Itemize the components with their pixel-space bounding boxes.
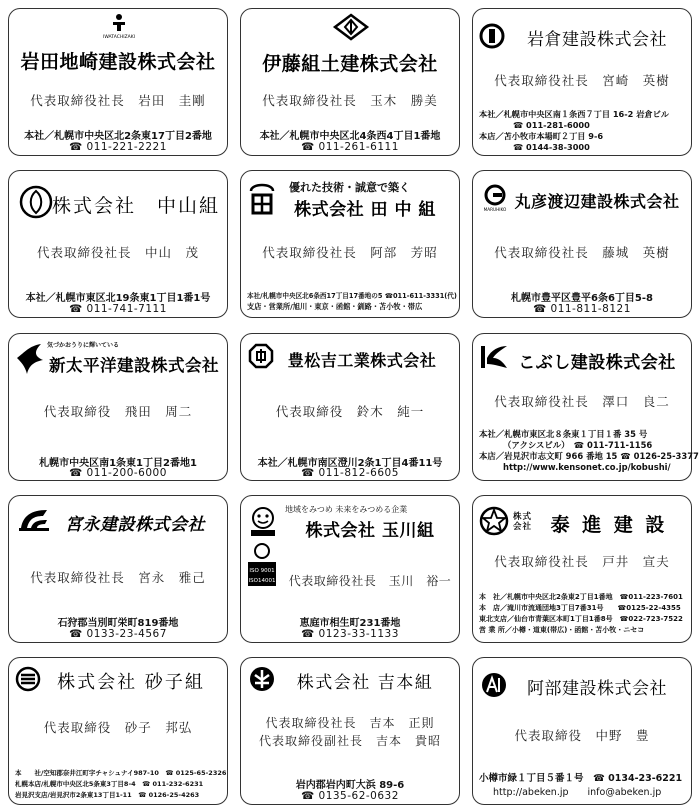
representative: 代表取締役社長 岩田 圭剛	[30, 93, 206, 108]
address: 本社／札幌市東区北19条東1丁目1番1号	[25, 293, 211, 304]
phone-line: （アクシスビル） ☎ 011-711-1156	[503, 440, 653, 450]
tagline: 気づかおうりに輝いている	[47, 342, 120, 349]
address-line: 札幌本店/札幌市中央区北5条東3丁目8-4 ☎ 011-232-6231	[15, 780, 204, 788]
company-name: 豊松吉工業株式会社	[287, 351, 437, 370]
company-name: 丸彦渡辺建設株式会社	[514, 192, 680, 211]
company-name: 株式会社 砂子組	[57, 672, 205, 693]
representative: 代表取締役 飛田 周二	[43, 404, 193, 419]
company-name: こぶし建設株式会社	[518, 353, 676, 373]
address: 札幌市中央区南1条東1丁目2番地1	[39, 458, 197, 469]
company-name: 阿部建設株式会社	[527, 679, 667, 699]
representative: 代表取締役社長 戸井 宣夫	[494, 554, 670, 569]
iwata-chizaki-logo-icon	[105, 13, 133, 39]
address-line: 小樽市緑１丁目５番１号 ☎ 0134-23-6221	[479, 773, 683, 784]
branches-line: 支店・営業所/旭川・東京・函館・釧路・苫小牧・帯広	[247, 302, 423, 311]
representative: 代表取締役 鈴木 純一	[275, 404, 425, 419]
company-name: 株式会社 田 中 組	[294, 200, 436, 220]
business-card-yoshimoto	[240, 657, 460, 805]
business-card-iwakura	[472, 8, 692, 156]
address-line: 岩見沢支店/岩見沢市2条東13丁目1-11 ☎ 0126-25-4263	[15, 791, 200, 799]
tagline: 地域をみつめ 未来をみつめる企業	[285, 505, 408, 514]
representative: 代表取締役社長 中山 茂	[36, 245, 199, 260]
representative: 代表取締役社長 吉本 正則	[265, 716, 435, 730]
representative: 代表取締役社長 玉川 裕一	[288, 574, 452, 588]
address-line: 本 社/空知郡奈井江町字チャシュナイ987-10 ☎ 0125-65-2326	[15, 769, 227, 777]
representative: 代表取締役社長 澤口 良二	[494, 394, 670, 409]
business-card-nakayama	[8, 170, 228, 318]
address: 石狩郡当別町栄町819番地	[57, 618, 179, 629]
branches-line: 営 業 所／小樽・道東(帯広)・函館・苫小牧・ニセコ	[479, 626, 645, 634]
svg-text:IWATACHIZAKI: IWATACHIZAKI	[103, 35, 135, 40]
phone: ☎ 011-811-8121	[533, 303, 631, 315]
address: 恵庭市相生町231番地	[299, 618, 401, 629]
business-card-sunago	[8, 657, 228, 805]
company-name: 岩田地崎建設株式会社	[20, 51, 216, 73]
company-name: 宮永建設株式会社	[65, 515, 205, 535]
website-line: http://www.kensonet.co.jp/kobushi/	[503, 462, 671, 472]
address: 本社／札幌市南区澄川2条1丁目4番11号	[257, 458, 443, 469]
tamagawa-mascot-icon	[245, 504, 281, 538]
phone: ☎ 0123-33-1133	[301, 628, 399, 640]
representative: 代表取締役社長 玉木 勝美	[262, 93, 438, 108]
company-name: 株式会社 中山組	[51, 195, 220, 217]
business-card-kobushi	[472, 333, 699, 481]
company-name: 泰 進 建 設	[550, 514, 668, 536]
website-email-line: http://abeken.jp info@abeken.jp	[493, 787, 662, 798]
taishin-star-logo-icon	[479, 506, 509, 536]
svg-text:MARUHIKO: MARUHIKO	[483, 207, 507, 212]
phone: ☎ 0133-23-4567	[69, 628, 167, 640]
address-line: 本店／岩見沢市志文町 966 番地 15 ☎ 0126-25-3377	[479, 451, 699, 461]
address: 本社／札幌市中央区北2条東17丁目2番地	[24, 131, 212, 142]
address: 岩内郡岩内町大浜 89-6	[295, 780, 405, 791]
representative: 代表取締役社長 藤城 英樹	[494, 245, 670, 260]
address-line: 本社／札幌市中央区南１条西７丁目 16-2 岩倉ビル	[479, 109, 669, 119]
business-card-iwata-chizaki	[8, 8, 228, 156]
phone: ☎ 011-261-6111	[301, 141, 399, 153]
company-name: 株式会社 吉本組	[296, 673, 434, 693]
address-line: 本社/札幌市中央区北6条西17丁目17番地の5 ☎011-611-3331(代)	[247, 292, 457, 300]
company-name: 新太平洋建設株式会社	[49, 356, 219, 375]
address-line: 東北支店／仙台市青葉区本町1丁目1番8号 ☎022-723-7522	[479, 615, 683, 623]
business-card-shin-taiheiyo	[8, 333, 228, 481]
representative: 代表取締役 中野 豊	[514, 728, 650, 743]
address: 札幌市豊平区豊平6条6丁目5-8	[511, 293, 653, 304]
phone: ☎ 011-812-6605	[301, 467, 399, 479]
company-name: 伊藤組土建株式会社	[262, 53, 438, 75]
address-line: 本店／苫小牧市本場町２丁目 9-6	[479, 131, 604, 141]
vice-representative: 代表取締役副社長 吉本 貴昭	[258, 734, 441, 748]
phone-line: ☎ 0144-38-3000	[513, 142, 590, 152]
company-type-prefix: 株式会社	[513, 512, 533, 532]
address-line: 本社／札幌市東区北８条東１丁目１番 35 号	[479, 429, 648, 439]
business-card-toyo-matsuyoshi	[240, 333, 460, 481]
phone: ☎ 0135-62-0632	[301, 790, 399, 802]
tagline: 優れた技術・誠意で築く	[289, 181, 410, 194]
representative: 代表取締役 砂子 邦弘	[43, 720, 193, 735]
address-line: 本 店／滝川市流通団地3丁目7番31号 ☎0125-22-4355	[479, 604, 681, 612]
business-card-miyanaga	[8, 495, 228, 643]
svg-text:ISO14001: ISO14001	[248, 578, 276, 584]
company-name: 岩倉建設株式会社	[527, 30, 667, 50]
representative: 代表取締役社長 阿部 芳昭	[262, 245, 438, 260]
company-name: 株式会社 玉川組	[305, 521, 435, 541]
address: 本社／札幌市中央区北4条西4丁目1番地	[259, 131, 441, 142]
business-card-abe-kensetsu	[472, 657, 692, 805]
representative: 代表取締役社長 宮永 雅己	[30, 570, 206, 585]
business-card-taishin	[472, 495, 692, 643]
business-card-tanaka	[240, 170, 460, 318]
representative: 代表取締役社長 宮崎 英樹	[494, 73, 670, 88]
iso-certification-badge-icon	[247, 542, 277, 588]
ito-gumi-diamond-logo-icon	[333, 13, 369, 41]
phone: ☎ 011-741-7111	[69, 303, 167, 315]
phone: ☎ 011-200-6000	[69, 467, 167, 479]
phone: ☎ 011-221-2221	[69, 141, 167, 153]
svg-text:ISO 9001: ISO 9001	[249, 568, 275, 574]
phone-line: ☎ 011-281-6000	[513, 120, 590, 130]
iwakura-circle-logo-icon	[479, 23, 505, 49]
address-line: 本 社／札幌市中央区北2条東2丁目1番地 ☎011-223-7601	[479, 593, 683, 601]
business-card-ito-gumi	[240, 8, 460, 156]
business-card-maruhiko-watanabe	[472, 170, 692, 318]
business-card-tamagawa	[240, 495, 460, 643]
